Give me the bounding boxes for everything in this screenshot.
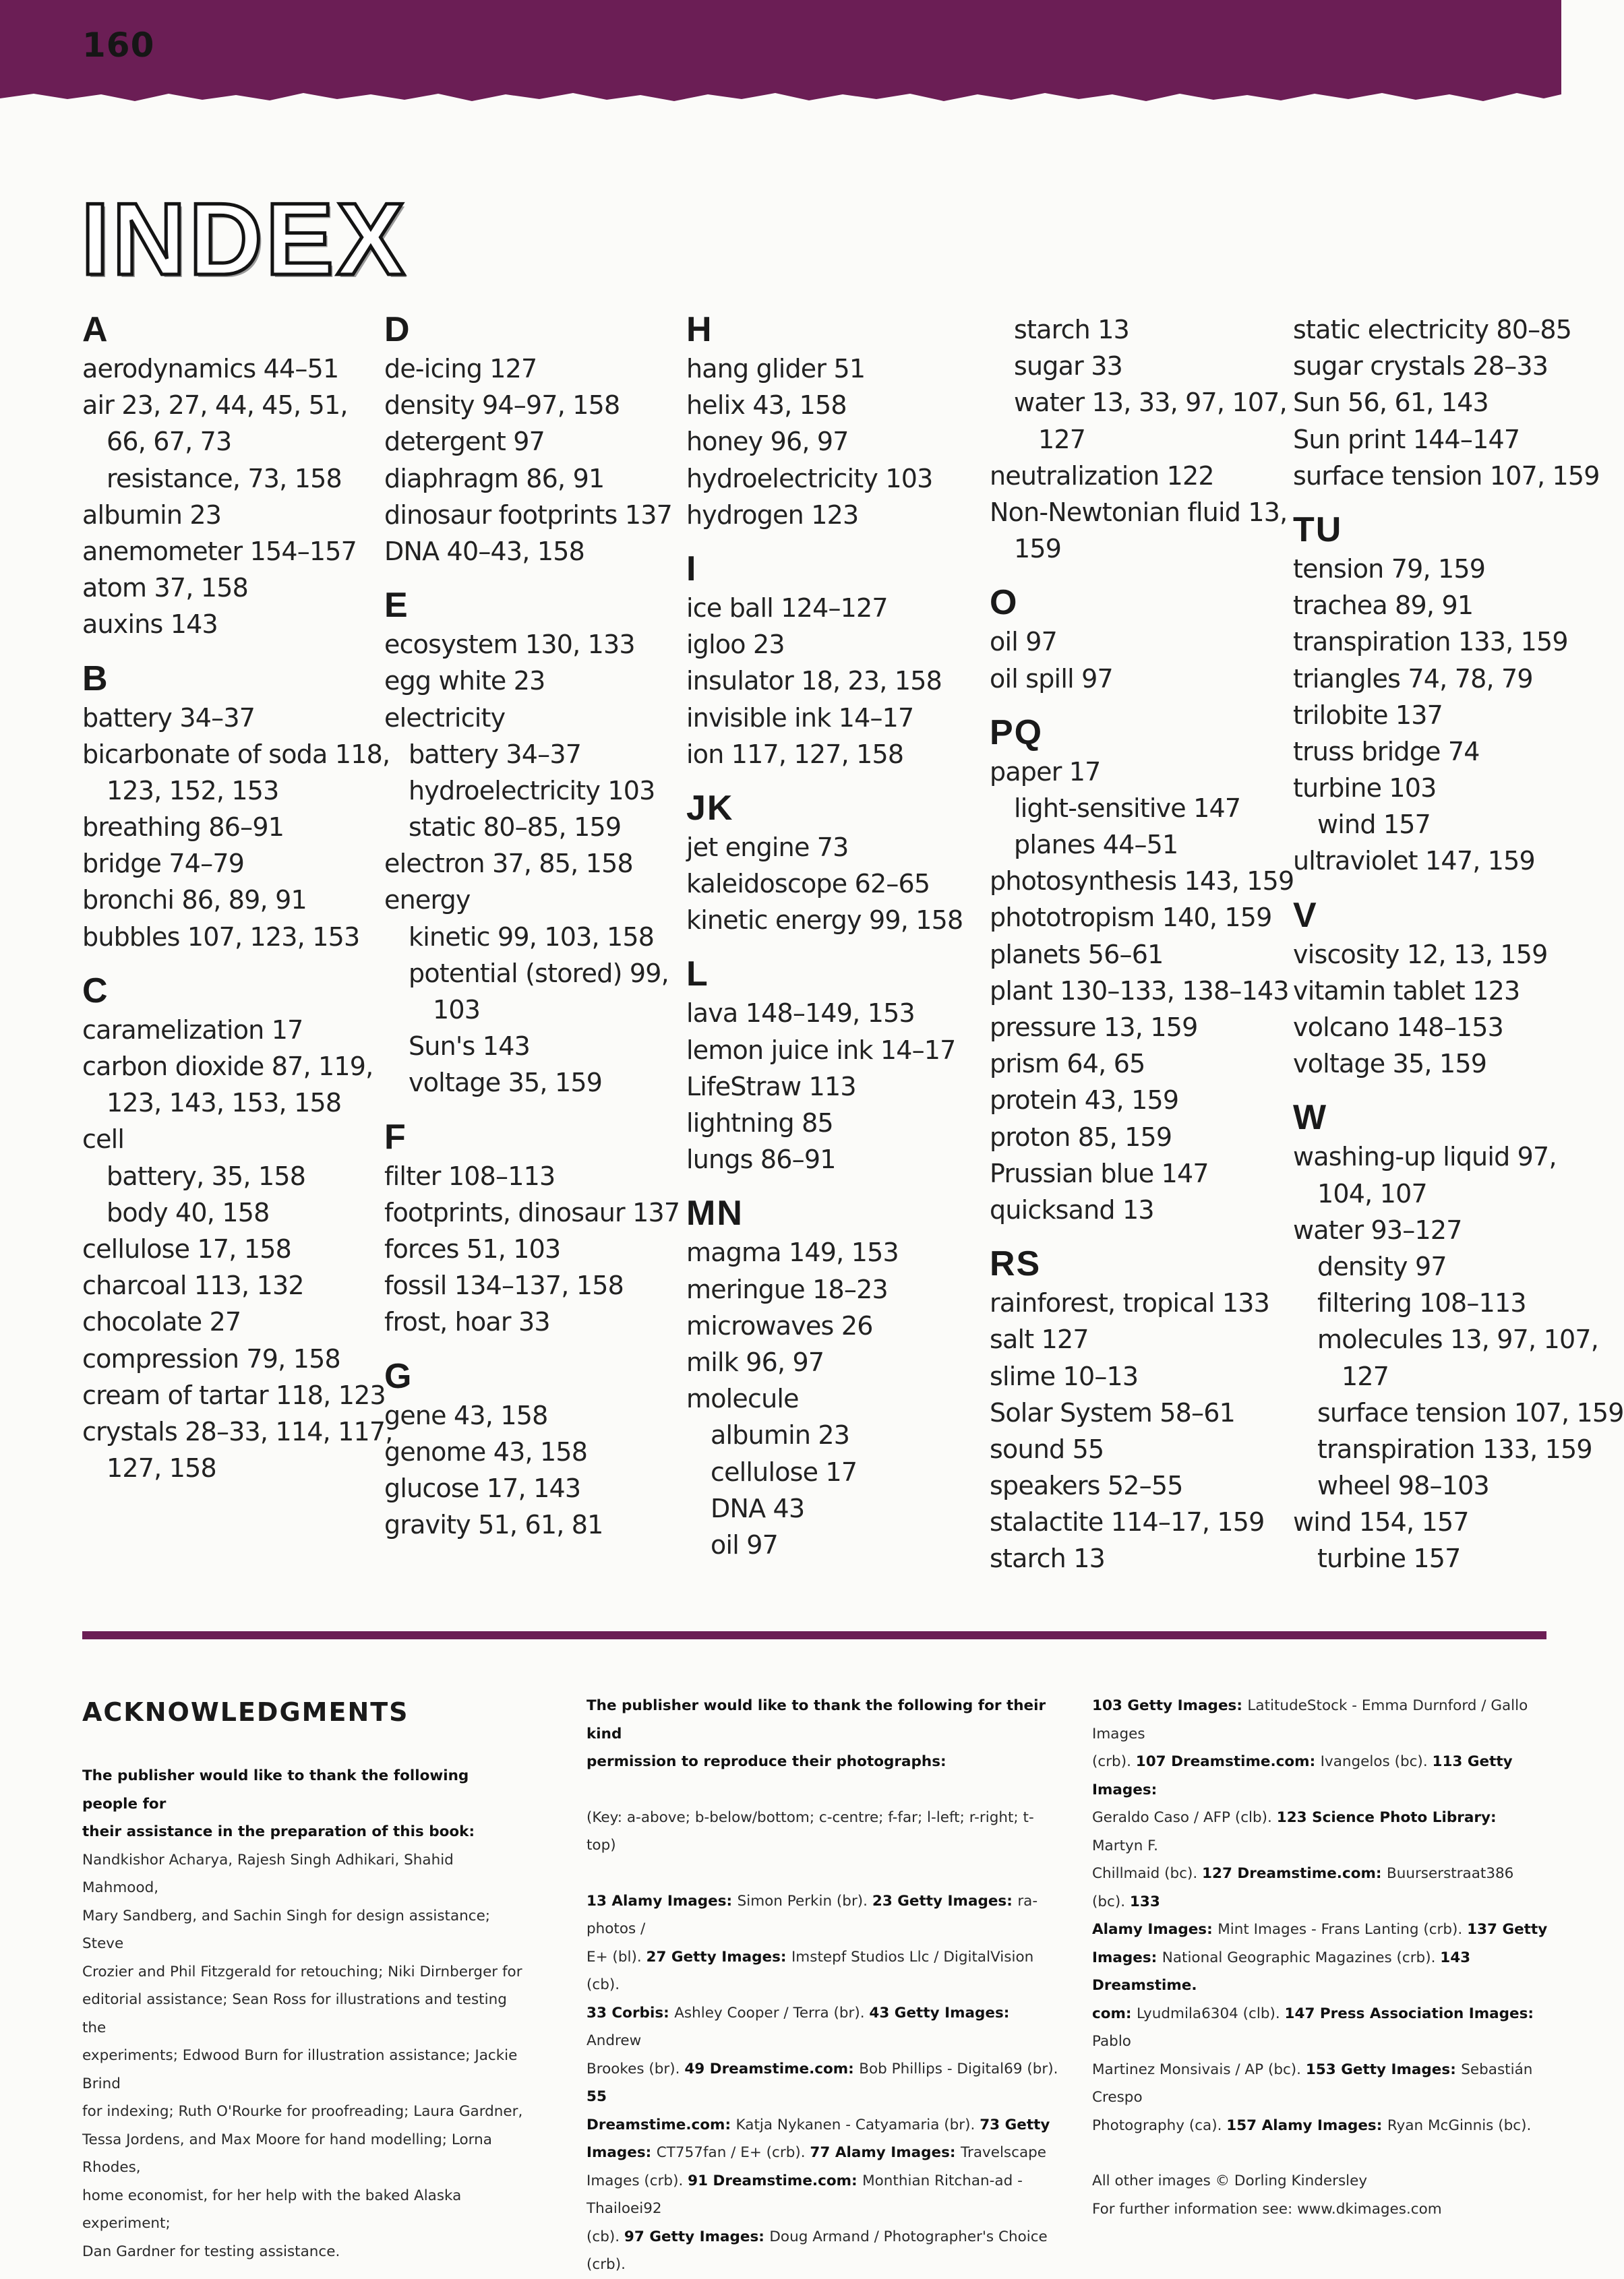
credit-line: [587, 1887, 1058, 1943]
intro-line: their assistance in the preparation of this book:: [82, 1823, 475, 1840]
index-subentry: planes 44–51: [1014, 830, 1178, 860]
credit-line: [1092, 2112, 1551, 2140]
index-entry: plant 130–133, 138–143: [990, 975, 1289, 1006]
index-entry: footprints, dinosaur 137: [384, 1197, 680, 1227]
page-number: 160: [82, 26, 155, 65]
index-entry: lungs 86–91: [686, 1145, 836, 1175]
index-subentry: voltage 35, 159: [409, 1068, 603, 1098]
header-band-shape: [0, 0, 1561, 108]
index-subentry: potential (stored) 99,: [409, 958, 669, 988]
acknowledgment-line: experiments; Edwood Burn for illustration assistance; Jackie Brind: [82, 2047, 518, 2092]
index-subentry: water 13, 33, 97, 107,: [1014, 388, 1287, 418]
index-subentry: filtering 108–113: [1317, 1288, 1526, 1318]
credit-source: Dreamstime.com:: [587, 2116, 736, 2133]
index-entry: washing-up liquid 97,: [1293, 1142, 1557, 1172]
index-letter-heading: L: [686, 954, 709, 994]
index-entry: volcano 148–153: [1293, 1012, 1503, 1042]
index-entry: energy: [384, 885, 471, 915]
index-subentry: body 40, 158: [107, 1197, 270, 1227]
index-entry: helix 43, 158: [686, 390, 847, 421]
credit-source: Images:: [1092, 1949, 1162, 1966]
credits-key: (Key: a-above; b-below/bottom; c-centre; f-far; l-left; r-right; t-top): [587, 1809, 1034, 1854]
index-entry: charcoal 113, 132: [82, 1271, 304, 1301]
index-entry: filter 108–113: [384, 1161, 555, 1191]
credit-text: E+ (bl).: [587, 1948, 646, 1966]
index-entry: auxins 143: [82, 609, 218, 640]
credit-text: Bob Phillips - Digital69 (br).: [859, 2060, 1058, 2077]
permission-line: The publisher would like to thank the following for their kind: [587, 1697, 1046, 1742]
index-entry: bubbles 107, 123, 153: [82, 921, 360, 952]
credit-source: 137 Getty: [1467, 1921, 1548, 1938]
index-entry: rainforest, tropical 133: [990, 1288, 1269, 1318]
index-subentry: 66, 67, 73: [107, 427, 232, 457]
section-divider: [82, 1631, 1546, 1639]
credit-text: ra-photos /: [587, 1892, 1038, 1937]
index-entry: phototropism 140, 159: [990, 903, 1272, 933]
credit-line: [587, 1999, 1058, 2055]
credit-text: Ryan McGinnis (bc).: [1387, 2117, 1532, 2134]
index-entry: starch 13: [990, 1544, 1105, 1574]
credit-text: Martinez Monsivais / AP (bc).: [1092, 2061, 1306, 2078]
acknowledgments-body: [82, 1846, 527, 2266]
index-entry: aerodynamics 44–51: [82, 354, 339, 384]
index-subentry: 127: [1038, 424, 1086, 454]
index-subentry: turbine 157: [1317, 1544, 1461, 1574]
credit-text: LatitudeStock - Emma Durnford / Gallo Images: [1092, 1697, 1528, 1742]
index-entry: carbon dioxide 87, 119,: [82, 1052, 373, 1081]
credit-source: 107 Dreamstime.com:: [1135, 1753, 1321, 1770]
index-letter-heading: G: [384, 1356, 413, 1396]
index-column-2: [384, 309, 680, 1543]
index-entry: sound 55: [990, 1434, 1104, 1464]
index-entry: milk 96, 97: [686, 1347, 824, 1377]
index-entry: bronchi 86, 89, 91: [82, 885, 307, 915]
index-letter-heading: B: [82, 659, 109, 698]
credit-source: 13 Alamy Images:: [587, 1892, 738, 1910]
credit-source: 123 Science Photo Library:: [1276, 1809, 1497, 1826]
index-entry: cell: [82, 1124, 125, 1155]
index-column-5: [1293, 311, 1624, 1577]
credit-text: Imstepf Studios Llc / DigitalVision (cb).: [587, 1948, 1034, 1993]
index-entry: Sun print 144–147: [1293, 424, 1520, 454]
index-entry: voltage 35, 159: [1293, 1049, 1487, 1079]
index-letter-heading: E: [384, 586, 409, 626]
credit-source: 103 Getty Images:: [1092, 1697, 1248, 1714]
index-entry: fossil 134–137, 158: [384, 1271, 624, 1301]
index-entry: compression 79, 158: [82, 1343, 340, 1374]
index-entry: anemometer 154–157: [82, 536, 357, 566]
index-entry: protein 43, 159: [990, 1085, 1179, 1116]
index-entry: battery 34–37: [82, 702, 255, 733]
index-entry: speakers 52–55: [990, 1471, 1183, 1501]
permission-line: permission to reproduce their photographs:: [587, 1753, 946, 1770]
index-entry: Prussian blue 147: [990, 1158, 1209, 1188]
index-subentry: 127, 158: [107, 1453, 216, 1484]
index-entry: sugar crystals 28–33: [1293, 351, 1548, 382]
credit-text: Brookes (br).: [587, 2060, 685, 2077]
index-subentry: resistance, 73, 158: [107, 463, 342, 493]
index-entry: forces 51, 103: [384, 1234, 561, 1264]
credit-text: Monthian Ritchan-ad - Thailoei92: [587, 2172, 1023, 2217]
index-entry: chocolate 27: [82, 1307, 241, 1337]
credit-line: [587, 2223, 1058, 2279]
acknowledgments-heading: ACKNOWLEDGMENTS: [82, 1697, 409, 1727]
credit-text: Geraldo Caso / AFP (clb).: [1092, 1809, 1277, 1826]
credit-line: [587, 2139, 1058, 2167]
index-entry: water 93–127: [1293, 1215, 1462, 1245]
index-entry: jet engine 73: [686, 832, 849, 862]
index-subentry: battery, 35, 158: [107, 1161, 306, 1191]
index-entry: invisible ink 14–17: [686, 702, 914, 733]
index-subentry: wheel 98–103: [1317, 1471, 1489, 1501]
credit-source: Images:: [587, 2144, 657, 2161]
index-entry: tension 79, 159: [1293, 553, 1486, 584]
index-entry: crystals 28–33, 114, 117,: [82, 1416, 393, 1447]
index-entry: ecosystem 130, 133: [384, 630, 635, 660]
index-entry: genome 43, 158: [384, 1436, 588, 1467]
credit-line: [1092, 1804, 1551, 1860]
acknowledgment-line: editorial assistance; Sean Ross for illustrations and testing the: [82, 1991, 507, 2036]
index-entry: ion 117, 127, 158: [686, 739, 904, 769]
credit-text: Katja Nykanen - Catyamaria (br).: [735, 2116, 980, 2133]
credit-line: [587, 2111, 1058, 2139]
credit-text: Ashley Cooper / Terra (br).: [674, 2004, 870, 2022]
credit-line: [1092, 1944, 1551, 2000]
credit-line: [1092, 1860, 1551, 1916]
header-band: [0, 0, 1561, 108]
acknowledgment-line: Dan Gardner for testing assistance.: [82, 2243, 340, 2260]
credit-source: 133: [1129, 1893, 1160, 1910]
credit-source: 113 Getty Images:: [1092, 1753, 1513, 1798]
index-entry: trachea 89, 91: [1293, 590, 1474, 621]
index-subentry: transpiration 133, 159: [1317, 1434, 1592, 1464]
index-entry: LifeStraw 113: [686, 1071, 856, 1101]
index-subentry: Sun's 143: [409, 1031, 530, 1062]
credit-text: Travelscape: [961, 2144, 1046, 2161]
index-subentry: 104, 107: [1317, 1178, 1427, 1209]
index-subentry: surface tension 107, 159: [1317, 1397, 1624, 1428]
credit-text: Buurserstraat386 (bc).: [1092, 1865, 1514, 1910]
acknowledgment-line: home economist, for her help with the baked Alaska experiment;: [82, 2187, 462, 2232]
credit-line: [1092, 1692, 1551, 1748]
index-entry: viscosity 12, 13, 159: [1293, 939, 1548, 969]
copyright-footer: [1092, 2167, 1551, 2223]
index-subentry: 127: [1342, 1361, 1389, 1391]
index-entry: cellulose 17, 158: [82, 1234, 291, 1264]
index-entry: oil 97: [990, 627, 1057, 657]
credit-text: Images (crb).: [587, 2172, 688, 2189]
index-subentry: kinetic 99, 103, 158: [409, 921, 655, 952]
index-entry: cream of tartar 118, 123: [82, 1380, 386, 1410]
credit-text: Chillmaid (bc).: [1092, 1865, 1203, 1882]
index-letter-heading: D: [384, 310, 411, 349]
index-entry: photosynthesis 143, 159: [990, 866, 1294, 897]
permission-intro: [587, 1692, 1058, 1776]
index-subentry: density 97: [1317, 1251, 1447, 1281]
index-entry: Solar System 58–61: [990, 1397, 1236, 1428]
index-entry: static electricity 80–85: [1293, 315, 1572, 344]
credit-text: Photography (ca).: [1092, 2117, 1227, 2134]
index-entry: proton 85, 159: [990, 1122, 1172, 1152]
index-subentry: albumin 23: [711, 1420, 850, 1451]
index-entry: bicarbonate of soda 118,: [82, 739, 390, 769]
index-column-4: [990, 311, 1294, 1577]
index-subentry: static 80–85, 159: [409, 812, 622, 843]
credit-text: National Geographic Magazines (crb).: [1162, 1949, 1441, 1966]
index-subentry: sugar 33: [1014, 351, 1122, 382]
credit-line: [1092, 1916, 1551, 1944]
acknowledgment-line: Tessa Jordens, and Max Moore for hand modelling; Lorna Rhodes,: [82, 2131, 492, 2176]
credit-source: 147 Press Association Images:: [1284, 2005, 1534, 2022]
index-letter-heading: H: [686, 310, 713, 349]
acknowledgment-line: for indexing; Ruth O'Rourke for proofreading; Laura Gardner,: [82, 2103, 523, 2120]
index-entry: egg white 23: [384, 666, 545, 696]
index-entry: hang glider 51: [686, 354, 866, 384]
credit-line: [587, 1943, 1058, 1999]
credits-list: [587, 1887, 1058, 2279]
index-entry: planets 56–61: [990, 939, 1164, 969]
credit-text: Sebastián Crespo: [1092, 2061, 1533, 2106]
credit-text: (crb).: [1092, 1753, 1136, 1770]
credit-line: [1092, 2056, 1551, 2112]
credit-text: Doug Armand / Photographer's Choice (crb).: [587, 2228, 1048, 2273]
credit-text: Pablo: [1092, 2033, 1131, 2050]
index-subentry: light-sensitive 147: [1014, 793, 1241, 823]
index-entry: albumin 23: [82, 499, 222, 530]
index-entry: bridge 74–79: [82, 849, 245, 879]
index-letter-heading: MN: [686, 1194, 744, 1234]
index-entry: triangles 74, 78, 79: [1293, 663, 1533, 694]
credit-text: Andrew: [587, 2032, 642, 2049]
index-entry: lava 148–149, 153: [686, 998, 915, 1029]
index-column-1: [82, 309, 393, 1486]
credit-source: 49 Dreamstime.com:: [684, 2060, 860, 2077]
picture-credits-column-2: [1092, 1692, 1551, 2223]
index-entry: quicksand 13: [990, 1194, 1154, 1225]
index-entry: paper 17: [990, 756, 1101, 787]
index-entry: lightning 85: [686, 1108, 833, 1138]
credit-text: Mint Images - Frans Lanting (crb).: [1217, 1921, 1468, 1938]
index-letter-heading: C: [82, 971, 109, 1010]
index-entry: gravity 51, 61, 81: [384, 1510, 603, 1540]
index-letter-heading: F: [384, 1117, 407, 1157]
credit-line: [587, 2055, 1058, 2111]
index-entry: trilobite 137: [1293, 700, 1443, 730]
index-subentry: 159: [1014, 534, 1062, 564]
index-letter-heading: W: [1293, 1098, 1328, 1138]
index-letter-heading: RS: [990, 1244, 1042, 1284]
index-entry: frost, hoar 33: [384, 1307, 550, 1337]
index-letter-heading: O: [990, 583, 1019, 623]
index-entry: transpiration 133, 159: [1293, 627, 1568, 657]
index-letter-heading: JK: [686, 788, 734, 828]
credit-text: Lyudmila6304 (clb).: [1137, 2005, 1285, 2022]
credits-list: [1092, 1692, 1551, 2139]
index-entry: glucose 17, 143: [384, 1473, 581, 1503]
index-entry: atom 37, 158: [82, 573, 248, 603]
acknowledgment-line: Mary Sandberg, and Sachin Singh for design assistance; Steve: [82, 1907, 491, 1952]
acknowledgments-intro: [82, 1762, 527, 1846]
credit-text: Ivangelos (bc).: [1320, 1753, 1433, 1770]
index-entry: breathing 86–91: [82, 812, 284, 843]
footer-line: For further information see: www.dkimages.com: [1092, 2200, 1442, 2218]
index-entry: diaphragm 86, 91: [384, 463, 605, 493]
credit-source: 91 Dreamstime.com:: [688, 2172, 863, 2189]
index-entry: Non-Newtonian fluid 13,: [990, 497, 1288, 527]
credit-line: [587, 2167, 1058, 2223]
index-entry: air 23, 27, 44, 45, 51,: [82, 390, 348, 421]
index-entry: honey 96, 97: [686, 427, 849, 457]
index-entry: truss bridge 74: [1293, 736, 1480, 766]
index-subentry: wind 157: [1317, 810, 1431, 840]
picture-credits-column-1: [587, 1692, 1058, 2279]
credit-source: 27 Getty Images:: [646, 1948, 791, 1966]
index-letter-heading: TU: [1293, 510, 1343, 549]
index-entry: detergent 97: [384, 427, 545, 457]
index-entry: hydrogen 123: [686, 499, 859, 530]
index-column-3: [686, 309, 969, 1563]
index-entry: insulator 18, 23, 158: [686, 666, 942, 696]
intro-line: The publisher would like to thank the following people for: [82, 1767, 469, 1813]
credit-text: Martyn F.: [1092, 1837, 1158, 1854]
index-entry: wind 154, 157: [1293, 1507, 1469, 1538]
index-subentry: 123, 143, 153, 158: [107, 1088, 342, 1118]
index-entry: dinosaur footprints 137: [384, 499, 672, 530]
index-letter-heading: V: [1293, 895, 1318, 935]
index-entry: electricity: [384, 702, 506, 733]
credit-source: 97 Getty Images:: [624, 2228, 770, 2245]
footer-line: All other images © Dorling Kindersley: [1092, 2172, 1368, 2189]
index-entry: DNA 40–43, 158: [384, 536, 584, 566]
index-subentry: molecules 13, 97, 107,: [1317, 1325, 1599, 1355]
index-subentry: battery 34–37: [409, 739, 582, 769]
acknowledgments-people: [82, 1762, 527, 2266]
credit-source: 127 Dreamstime.com:: [1202, 1865, 1387, 1882]
index-entry: caramelization 17: [82, 1014, 303, 1045]
acknowledgment-line: Crozier and Phil Fitzgerald for retouching; Niki Dirnberger for: [82, 1963, 522, 1980]
index-entry: magma 149, 153: [686, 1238, 899, 1268]
index-entry: turbine 103: [1293, 773, 1437, 803]
index-entry: ultraviolet 147, 159: [1293, 846, 1535, 876]
credit-source: 143 Dreamstime.: [1092, 1949, 1471, 1994]
index-entry: oil spill 97: [990, 663, 1113, 694]
credit-line: [1092, 1748, 1551, 1804]
credit-text: (cb).: [587, 2228, 624, 2245]
credit-text: CT757fan / E+ (crb).: [656, 2144, 810, 2161]
credit-source: 153 Getty Images:: [1305, 2061, 1462, 2078]
index-entry: hydroelectricity 103: [686, 463, 933, 493]
credit-source: 43 Getty Images:: [869, 2004, 1010, 2022]
index-entry: lemon juice ink 14–17: [686, 1035, 956, 1065]
index-entry: kinetic energy 99, 158: [686, 905, 963, 936]
index-subentry: 123, 152, 153: [107, 775, 279, 806]
index-entry: pressure 13, 159: [990, 1012, 1198, 1042]
index-subentry: 103: [433, 995, 481, 1025]
index-subentry: starch 13: [1014, 315, 1129, 344]
index-entry: kaleidoscope 62–65: [686, 869, 930, 899]
index-entry: igloo 23: [686, 630, 785, 660]
index-entry: salt 127: [990, 1325, 1089, 1355]
credit-text: Simon Perkin (br).: [737, 1892, 872, 1910]
page-title: INDEX: [81, 182, 408, 297]
index-entry: density 94–97, 158: [384, 390, 620, 421]
index-letter-heading: A: [82, 310, 109, 349]
credit-line: [1092, 2000, 1551, 2056]
index-entry: Sun 56, 61, 143: [1293, 388, 1488, 418]
index-entry: microwaves 26: [686, 1310, 873, 1341]
index-subentry: DNA 43: [711, 1493, 805, 1523]
index-letter-heading: I: [686, 549, 698, 588]
index-subentry: oil 97: [711, 1529, 778, 1560]
credit-source: 77 Alamy Images:: [810, 2144, 961, 2161]
credit-source: 23 Getty Images:: [872, 1892, 1018, 1910]
index-letter-heading: PQ: [990, 712, 1044, 752]
credit-source: 55: [587, 2088, 607, 2105]
credit-source: com:: [1092, 2005, 1137, 2022]
index-entry: meringue 18–23: [686, 1274, 888, 1304]
index-entry: slime 10–13: [990, 1361, 1139, 1391]
index-entry: neutralization 122: [990, 460, 1214, 491]
credit-source: Alamy Images:: [1092, 1921, 1218, 1938]
index-entry: electron 37, 85, 158: [384, 849, 633, 879]
credit-source: 157 Alamy Images:: [1226, 2117, 1387, 2134]
index-entry: molecule: [686, 1384, 799, 1414]
credit-source: 73 Getty: [980, 2116, 1050, 2133]
index-entry: de-icing 127: [384, 354, 537, 384]
index-subentry: hydroelectricity 103: [409, 775, 655, 806]
index-entry: vitamin tablet 123: [1293, 975, 1520, 1006]
index-entry: prism 64, 65: [990, 1049, 1145, 1079]
index-subentry: cellulose 17: [711, 1457, 858, 1487]
index-entry: gene 43, 158: [384, 1400, 548, 1430]
index-entry: stalactite 114–17, 159: [990, 1507, 1265, 1538]
acknowledgment-line: Nandkishor Acharya, Rajesh Singh Adhikari, Shahid Mahmood,: [82, 1851, 454, 1896]
index-entry: ice ball 124–127: [686, 592, 888, 623]
credit-source: 33 Corbis:: [587, 2004, 675, 2022]
index-entry: surface tension 107, 159: [1293, 460, 1600, 491]
